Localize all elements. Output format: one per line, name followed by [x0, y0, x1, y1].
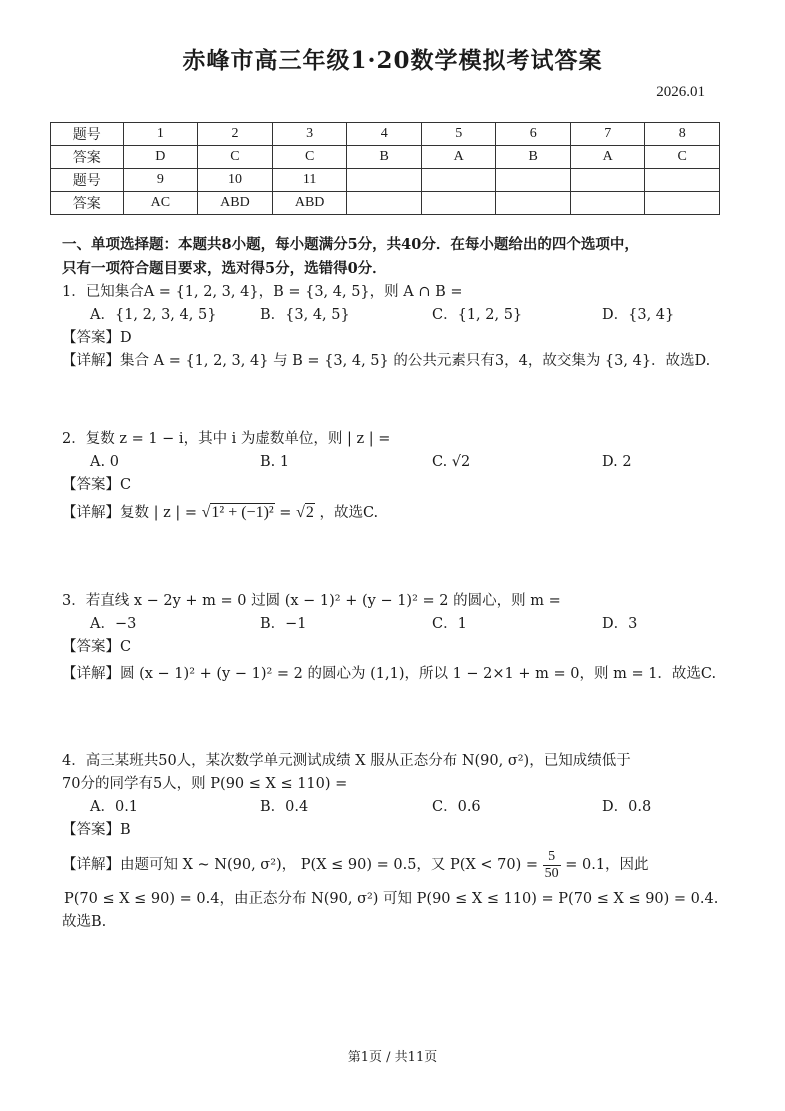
answer-table-row: [51, 192, 720, 215]
answer-table-cell: [570, 192, 645, 215]
question-4-option-a: A．0.1: [90, 799, 139, 815]
section-heading-line-1: 一、单项选择题：本题共8小题，每小题满分5分，共40分．在每小题给出的四个选项中，: [62, 236, 639, 253]
question-2-option-c: C. √2: [432, 454, 471, 470]
answer-table-cell: C: [272, 146, 347, 169]
answer-table-row: [51, 169, 720, 192]
sqrt-symbol: √1² + (−1)²: [201, 504, 274, 521]
answer-table-cell: C: [645, 146, 720, 169]
question-4-stem-line-2: 70分的同学有5人，则 P(90 ≤ X ≤ 110) =: [62, 776, 348, 792]
question-2-answer: 【答案】C: [62, 477, 132, 493]
answer-table-cell: [570, 169, 645, 192]
answer-table-cell: A: [421, 146, 496, 169]
answer-table-row: [51, 146, 720, 169]
question-4-stem-line-1: 4．高三某班共50人，某次数学单元测试成绩 X 服从正态分布 N(90, σ²)，已知成绩低于: [62, 753, 631, 769]
answer-table-row-label: 题号: [51, 123, 124, 146]
question-2-options: [62, 451, 662, 474]
answer-table-row-label: 答案: [51, 146, 124, 169]
question-1-detail: 【详解】集合 A = {1, 2, 3, 4} 与 B = {3, 4, 5} 的公共元素只有3，4，故交集为 {3, 4}．故选D.: [62, 353, 711, 369]
question-2-option-d: D. 2: [602, 454, 632, 470]
question-2-detail-suffix: ，故选C.: [319, 505, 379, 521]
page-footer: 第1页 / 共11页: [347, 1050, 438, 1065]
answer-table-cell: 11: [272, 169, 347, 192]
answer-table-cell: 2: [198, 123, 273, 146]
question-1-options: [62, 304, 675, 327]
question-1-option-b: B．{3, 4, 5}: [260, 307, 350, 323]
fraction-denominator: 50: [544, 865, 559, 881]
question-3: [62, 590, 716, 686]
answer-table-cell: [347, 169, 422, 192]
question-4-answer: 【答案】B: [62, 822, 131, 838]
answer-table-cell: AC: [123, 192, 198, 215]
question-3-options: [62, 613, 662, 636]
question-1-answer: 【答案】D: [62, 330, 132, 346]
question-1-option-a: A．{1, 2, 3, 4, 5}: [90, 307, 217, 323]
answer-table: [50, 122, 720, 215]
answer-table-cell: [645, 192, 720, 215]
question-2-detail-prefix: 【详解】复数 | z | =: [62, 505, 197, 521]
answer-table-cell: [421, 192, 496, 215]
question-1-option-c: C．{1, 2, 5}: [432, 307, 523, 323]
question-2-radicand: 1² + (−1)²: [211, 504, 274, 521]
exam-date: 2026.01: [656, 84, 705, 100]
question-4-option-c: C．0.6: [432, 799, 481, 815]
fraction: [543, 849, 561, 882]
question-2-result: 2: [305, 504, 314, 521]
question-3-option-a: A．−3: [90, 616, 137, 632]
answer-table-row-label: 题号: [51, 169, 124, 192]
question-3-stem: 3．若直线 x − 2y + m = 0 过圆 (x − 1)² + (y − 1)² = 2 的圆心，则 m =: [62, 593, 561, 609]
answer-table-cell: 9: [123, 169, 198, 192]
question-4-detail-suffix: = 0.1，因此: [565, 857, 649, 873]
answer-table-cell: 4: [347, 123, 422, 146]
answer-table-cell: 7: [570, 123, 645, 146]
answer-table-cell: [645, 169, 720, 192]
question-1-stem: 1．已知集合A = {1, 2, 3, 4}，B = {3, 4, 5}，则 A ∩ B =: [62, 284, 463, 300]
answer-table-cell: 8: [645, 123, 720, 146]
question-4: [62, 750, 718, 934]
answer-table-cell: C: [198, 146, 273, 169]
question-4-detail-line-3: 故选B.: [62, 914, 107, 930]
question-4-option-d: D．0.8: [602, 799, 652, 815]
answer-table-cell: [421, 169, 496, 192]
answer-table-cell: ABD: [198, 192, 273, 215]
question-1-option-d: D．{3, 4}: [602, 307, 675, 323]
answer-table-cell: B: [496, 146, 571, 169]
answer-table-cell: 5: [421, 123, 496, 146]
question-2-detail-equals: =: [279, 505, 297, 521]
question-3-option-d: D．3: [602, 616, 638, 632]
section-heading-line-2: 只有一项符合题目要求，选对得5分，选错得0分．: [62, 260, 387, 277]
question-2-stem: 2．复数 z = 1 − i，其中 i 为虚数单位，则 | z | =: [62, 431, 391, 447]
answer-table-row-label: 答案: [51, 192, 124, 215]
answer-table-cell: ABD: [272, 192, 347, 215]
answer-table-cell: [496, 169, 571, 192]
answer-table-cell: 6: [496, 123, 571, 146]
answer-table-cell: 1: [123, 123, 198, 146]
answer-table-cell: B: [347, 146, 422, 169]
question-2-option-b: B. 1: [260, 454, 290, 470]
question-3-option-c: C．1: [432, 616, 467, 632]
question-3-option-b: B．−1: [260, 616, 307, 632]
answer-table-cell: D: [123, 146, 198, 169]
question-4-detail-prefix: 【详解】由题可知 X ~ N(90, σ²)， P(X ≤ 90) = 0.5，又 P(X < 70) =: [62, 857, 539, 873]
question-4-detail-line-1: [62, 848, 718, 882]
answer-table-cell: [496, 192, 571, 215]
question-3-detail: 【详解】圆 (x − 1)² + (y − 1)² = 2 的圆心为 (1,1)，所以 1 − 2×1 + m = 0，则 m = 1．故选C.: [62, 666, 717, 682]
question-1: [62, 281, 710, 373]
page-title: 赤峰市高三年级1·20数学模拟考试答案: [182, 47, 603, 74]
question-2: [62, 428, 662, 525]
question-4-detail-line-2: P(70 ≤ X ≤ 90) = 0.4，由正态分布 N(90, σ²) 可知 P(90 ≤ X ≤ 110) = P(70 ≤ X ≤ 90) = 0.4.: [64, 891, 719, 907]
answer-table-cell: 10: [198, 169, 273, 192]
section-heading: [62, 233, 732, 281]
question-2-option-a: A. 0: [90, 454, 119, 470]
question-3-answer: 【答案】C: [62, 639, 132, 655]
answer-table-cell: [347, 192, 422, 215]
sqrt-symbol: √2: [296, 504, 314, 521]
question-4-options: [62, 796, 662, 819]
question-4-option-b: B．0.4: [260, 799, 309, 815]
answer-table-cell: A: [570, 146, 645, 169]
answer-table-cell: 3: [272, 123, 347, 146]
answer-table-row: [51, 123, 720, 146]
question-2-detail: [62, 501, 662, 525]
fraction-numerator: 5: [543, 849, 561, 866]
